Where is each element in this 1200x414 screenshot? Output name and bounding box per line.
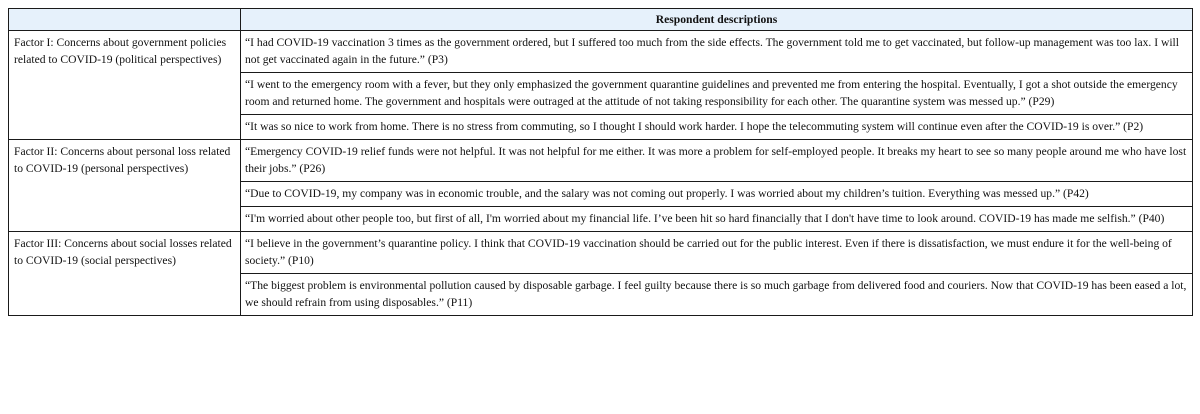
description-cell: “Emergency COVID-19 relief funds were not helpful. It was not helpful for me either. It was more a problem for self-employed people. It breaks my heart to see so many people around me who have lost their jobs.” (P26) bbox=[241, 140, 1193, 182]
table-container bbox=[8, 8, 1192, 316]
description-cell: “I'm worried about other people too, but first of all, I'm worried about my financial life. I’ve been hit so hard financially that I don't have time to look around. COVID-19 has made me selfish.” (P40) bbox=[241, 207, 1193, 232]
factor-cell: Factor III: Concerns about social losses related to COVID-19 (social perspectives) bbox=[9, 232, 241, 316]
description-cell: “Due to COVID-19, my company was in economic trouble, and the salary was not coming out properly. I was worried about my children’s tuition. Everything was messed up.” (P42) bbox=[241, 182, 1193, 207]
description-cell: “It was so nice to work from home. There is no stress from commuting, so I thought I should work harder. I hope the telecommuting system will continue even after the COVID-19 is over.” (P2) bbox=[241, 115, 1193, 140]
respondent-descriptions-table bbox=[8, 8, 1193, 316]
factor-cell: Factor I: Concerns about government policies related to COVID-19 (political perspectives) bbox=[9, 31, 241, 140]
description-cell: “The biggest problem is environmental pollution caused by disposable garbage. I feel guilty because there is so much garbage from delivered food and couriers. Now that COVID-19 has been eased a lot, we should refrain from using disposables.” (P11) bbox=[241, 274, 1193, 316]
table-row bbox=[9, 232, 1193, 274]
table-row bbox=[9, 140, 1193, 182]
factor-cell: Factor II: Concerns about personal loss related to COVID-19 (personal perspectives) bbox=[9, 140, 241, 232]
description-cell: “I believe in the government’s quarantine policy. I think that COVID-19 vaccination should be carried out for the public interest. Even if there is dissatisfaction, we must endure it for the well-being of society.” (P10) bbox=[241, 232, 1193, 274]
description-cell: “I had COVID-19 vaccination 3 times as the government ordered, but I suffered too much from the side effects. The government told me to get vaccinated, but follow-up management was too lax. I will not get vaccinated again in the future.” (P3) bbox=[241, 31, 1193, 73]
header-row bbox=[9, 9, 1193, 31]
table-row bbox=[9, 31, 1193, 73]
description-cell: “I went to the emergency room with a fever, but they only emphasized the government quarantine guidelines and prevented me from entering the hospital. Eventually, I got a shot outside the emergency room and returned home. The government and hospitals were outraged at the attitude of not taking responsibility for each other. The quarantine system was messed up.” (P29) bbox=[241, 73, 1193, 115]
header-respondent-descriptions: Respondent descriptions bbox=[241, 9, 1193, 31]
header-factor bbox=[9, 9, 241, 31]
